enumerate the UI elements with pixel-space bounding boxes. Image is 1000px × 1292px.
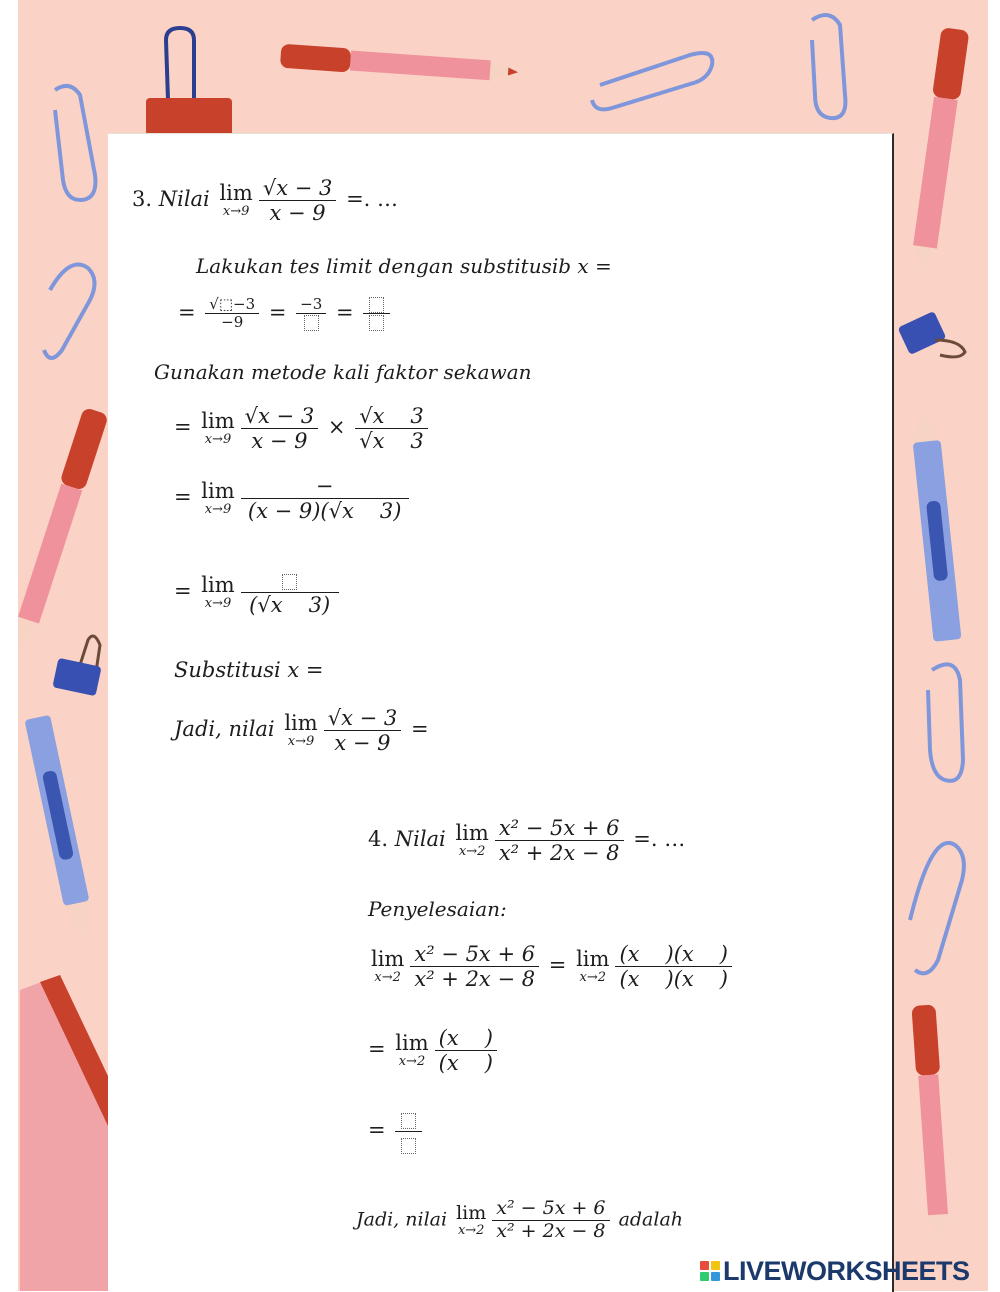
- q4-numerator: x² − 5x + 6: [495, 816, 624, 841]
- den-close: 3): [379, 499, 402, 524]
- q4-number: 4.: [368, 827, 389, 852]
- q4-nilai-label: Nilai: [394, 827, 446, 852]
- q3-number: 3.: [132, 187, 153, 212]
- times-sign: ×: [327, 415, 346, 440]
- conj-3: 3: [410, 429, 424, 454]
- q4-cancel-step: [368, 1026, 500, 1075]
- limit: [576, 948, 609, 985]
- q3-cancel-step: [174, 568, 342, 617]
- q3-numerator: √x − 3: [259, 176, 337, 201]
- lim-word: lim: [455, 820, 489, 845]
- factored-fraction: [615, 942, 732, 991]
- step1-fraction-2: [296, 296, 326, 332]
- conjugate-fraction: [355, 404, 428, 453]
- q4-denominator: x² + 2x − 8: [498, 841, 620, 866]
- limit: [284, 712, 317, 749]
- q3-conclusion: [174, 706, 429, 755]
- q3-substitution-label: Substitusi x =: [174, 658, 324, 682]
- limit: [456, 1203, 486, 1238]
- binder-clip-icon: [898, 311, 965, 357]
- brand-name: LIVEWORKSHEETS: [723, 1255, 970, 1286]
- limit: [371, 948, 404, 985]
- lim-word: lim: [219, 180, 253, 205]
- fraction: [435, 1026, 497, 1075]
- factor-open: (x: [673, 967, 694, 992]
- q3-problem: [132, 176, 398, 225]
- lim-word: lim: [576, 946, 610, 971]
- logo-grid-icon: [700, 1261, 720, 1281]
- equals-sign: =: [368, 1118, 386, 1143]
- q3-instruction: Lakukan tes limit dengan substitusib x =: [196, 254, 612, 278]
- lim-subscript: x→2: [579, 970, 606, 986]
- q4-conclusion: [356, 1198, 683, 1243]
- pencil-icon: [24, 715, 96, 940]
- q3-fraction: [259, 176, 337, 225]
- jadi-label: Jadi, nilai: [174, 717, 275, 742]
- lim-word: lim: [371, 946, 405, 971]
- equals-sign: =: [268, 300, 287, 325]
- lim-word: lim: [456, 1201, 487, 1224]
- fraction: [241, 474, 409, 523]
- binder-clip-icon: [52, 636, 101, 696]
- q4-fraction: [495, 816, 624, 865]
- den-open: (√x: [249, 593, 283, 618]
- step1-fraction: [205, 296, 259, 332]
- limit: [201, 574, 234, 611]
- fraction: [410, 942, 539, 991]
- q3-denominator: x − 9: [269, 201, 326, 226]
- limit: [201, 410, 234, 447]
- numerator: √x − 3: [241, 404, 319, 429]
- answer-box[interactable]: [363, 314, 390, 331]
- fraction: [492, 1198, 609, 1243]
- equals-sign: =: [368, 1037, 386, 1062]
- factor-open: (x: [619, 967, 640, 992]
- pen-icon: [911, 1004, 951, 1240]
- equals-sign: =: [335, 300, 354, 325]
- q3-conjugate-step: [174, 404, 431, 453]
- numerator: x² − 5x + 6: [492, 1198, 609, 1221]
- denominator: x − 9: [334, 731, 391, 756]
- equals-sign: =: [178, 300, 196, 325]
- limit: [201, 480, 234, 517]
- lim-subscript: x→2: [457, 1222, 485, 1238]
- liveworksheets-logo: [700, 1254, 970, 1288]
- answer-box[interactable]: [395, 1107, 422, 1132]
- result-fraction: [395, 1107, 422, 1156]
- factor-open: (x: [619, 942, 640, 966]
- numerator: x² − 5x + 6: [410, 942, 539, 967]
- factor-close: ): [719, 967, 728, 992]
- q3-method: Gunakan metode kali faktor sekawan: [154, 360, 532, 384]
- lim-subscript: x→9: [222, 204, 250, 220]
- lim-word: lim: [284, 710, 318, 735]
- step1-denominator: −9: [221, 313, 244, 332]
- lim-subscript: x→2: [458, 844, 486, 860]
- denominator: x − 9: [251, 429, 308, 454]
- jadi-label: Jadi, nilai: [356, 1208, 448, 1231]
- lim-subscript: x→9: [204, 432, 232, 448]
- q3-substitution-step: [178, 296, 393, 332]
- factor-open: (x: [673, 942, 694, 966]
- answer-box[interactable]: [363, 296, 390, 314]
- fraction: [241, 568, 339, 617]
- q4-factor-step: [368, 942, 735, 991]
- step1-numerator-2: −3: [296, 296, 326, 314]
- lim-word: lim: [201, 408, 235, 433]
- conj-sqrt: √x: [359, 404, 385, 428]
- q3-simplify-step: [174, 474, 412, 523]
- adalah-label: adalah: [618, 1208, 684, 1231]
- lim-subscript: x→9: [287, 734, 315, 750]
- equals-dots: =. …: [346, 187, 399, 212]
- pencil-icon: [908, 412, 962, 642]
- lim-word: lim: [201, 478, 235, 503]
- lim-word: lim: [201, 572, 235, 597]
- numerator-blank[interactable]: −: [241, 474, 409, 499]
- conj-3: 3: [410, 404, 424, 428]
- factor-close: ): [484, 1051, 493, 1076]
- factor-open: (x: [438, 1026, 459, 1050]
- factor-open: (x: [438, 1051, 459, 1076]
- denominator: x² + 2x − 8: [496, 1219, 606, 1242]
- factor-close: ): [719, 942, 728, 966]
- fraction: [241, 404, 319, 453]
- equals-sign: =: [174, 415, 192, 440]
- q4-problem: [368, 816, 685, 865]
- factor-close: ): [665, 942, 674, 966]
- factor-close: ): [665, 967, 674, 992]
- answer-box[interactable]: [298, 314, 325, 331]
- fraction: [324, 706, 402, 755]
- q3-limit: [219, 182, 252, 219]
- equals-sign: =: [174, 579, 192, 604]
- factor-close: ): [484, 1026, 493, 1050]
- lim-subscript: x→2: [398, 1054, 426, 1070]
- pen-icon: [908, 27, 969, 271]
- q4-penyelesaian: Penyelesaian:: [368, 897, 507, 921]
- equals-sign: =: [548, 953, 567, 978]
- equals-sign: =: [174, 485, 192, 510]
- denominator: x² + 2x − 8: [414, 967, 536, 992]
- pen-icon: [8, 407, 108, 648]
- lim-subscript: x→9: [204, 596, 232, 612]
- den-close: 3): [308, 593, 331, 618]
- lim-subscript: x→2: [374, 970, 401, 986]
- den-factor: (x − 9)(√x: [247, 499, 354, 524]
- step1-result: [363, 296, 390, 332]
- numerator: √x − 3: [324, 706, 402, 731]
- limit: [395, 1032, 428, 1069]
- q3-nilai-label: Nilai: [158, 187, 210, 212]
- lim-word: lim: [395, 1030, 429, 1055]
- equals-dots: =. …: [633, 827, 686, 852]
- lim-subscript: x→9: [204, 502, 232, 518]
- q4-limit: [455, 822, 488, 859]
- answer-box[interactable]: [241, 568, 339, 593]
- pen-icon: [280, 44, 519, 85]
- answer-box[interactable]: [395, 1132, 422, 1156]
- step1-numerator: √⬚−3: [205, 296, 259, 314]
- q4-result-step: [368, 1107, 425, 1156]
- binder-clip-icon: [146, 28, 232, 142]
- equals-sign: =: [410, 717, 429, 742]
- conj-sqrt: √x: [359, 429, 385, 454]
